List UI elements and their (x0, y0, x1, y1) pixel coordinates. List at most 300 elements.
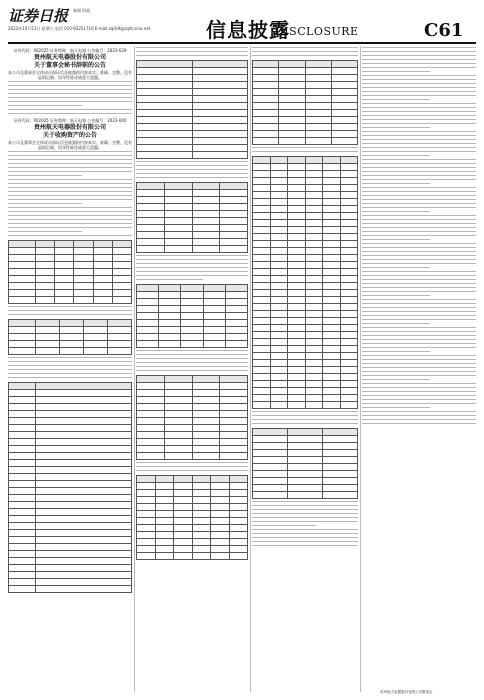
masthead-dateline: 2023年10月21日 星期六 电话 010-83251716 E-mail:zqrb9@zqrb.sina.net (8, 26, 151, 31)
text-line (8, 171, 132, 174)
table-cell (9, 530, 36, 537)
table-cell (137, 511, 156, 518)
table-cell (164, 397, 192, 404)
table-row (9, 418, 132, 425)
table-cell (253, 61, 279, 68)
table-row (137, 138, 248, 145)
table-cell (192, 75, 248, 82)
table-cell (323, 213, 341, 220)
announcement-statement: 本公司及董事会全体成员保证信息披露的内容真实、准确、完整，没有虚假记载、误导性陈述或重大遗漏。 (8, 140, 132, 150)
table-cell (225, 341, 247, 348)
table-cell (229, 476, 248, 483)
text-line (136, 370, 248, 373)
table-row (137, 75, 248, 82)
table-cell (36, 297, 55, 304)
table-cell (220, 232, 248, 239)
table-cell (36, 488, 132, 495)
table-cell (192, 117, 248, 124)
table-cell (288, 339, 306, 346)
table-cell (253, 297, 271, 304)
table-cell (137, 497, 156, 504)
table-row (9, 248, 132, 255)
table-row (137, 553, 248, 560)
table-cell (270, 248, 288, 255)
table-cell (137, 483, 156, 490)
table-cell (253, 157, 271, 164)
text-line (136, 279, 203, 282)
table-cell (220, 246, 248, 253)
text-line (136, 271, 248, 274)
table-cell (323, 436, 358, 443)
page-number: C61 (424, 20, 464, 41)
table-cell (225, 313, 247, 320)
table-cell (253, 68, 279, 75)
table-cell (220, 439, 248, 446)
table-cell (36, 255, 55, 262)
table-cell (279, 138, 305, 145)
table-cell (270, 388, 288, 395)
table-cell (155, 518, 174, 525)
text-line (362, 183, 430, 186)
table-cell (331, 82, 357, 89)
table-cell (253, 255, 271, 262)
table-cell (279, 68, 305, 75)
table-cell (305, 199, 323, 206)
table-cell (253, 199, 271, 206)
table-row (253, 227, 358, 234)
table-row (253, 262, 358, 269)
table-cell (340, 346, 358, 353)
text-line (362, 79, 476, 82)
table-cell (36, 572, 132, 579)
table-cell (192, 432, 220, 439)
table-cell (159, 334, 181, 341)
text-line (362, 311, 476, 314)
table-row (253, 346, 358, 353)
table-cell (340, 192, 358, 199)
table-cell (340, 353, 358, 360)
table-row (9, 283, 132, 290)
table-row (137, 190, 248, 197)
announcement-title: 关于董事会秘书辞职的公告 (33, 62, 106, 69)
table-cell (305, 381, 323, 388)
data-table (136, 60, 248, 159)
table-cell (340, 339, 358, 346)
table-cell (55, 290, 74, 297)
table-cell (36, 516, 132, 523)
table-cell (9, 488, 36, 495)
table-cell (174, 490, 193, 497)
text-line (252, 517, 358, 520)
text-line (362, 419, 476, 422)
table-row (253, 255, 358, 262)
text-line (362, 403, 476, 406)
signature-line: 贵州航天电器股份有限公司董事会 (380, 690, 433, 694)
text-line (8, 93, 132, 96)
table-cell (253, 450, 288, 457)
text-line (8, 231, 82, 234)
table-cell (137, 225, 165, 232)
text-line (252, 419, 358, 422)
text-line (8, 215, 132, 218)
table-cell (181, 306, 203, 313)
table-cell (137, 439, 165, 446)
table-cell (270, 346, 288, 353)
data-table (136, 284, 248, 348)
table-cell (192, 103, 248, 110)
table-cell (164, 190, 192, 197)
table-cell (279, 110, 305, 117)
table-cell (220, 239, 248, 246)
table-row (137, 225, 248, 232)
table-cell (279, 89, 305, 96)
table-cell (9, 460, 36, 467)
table-cell (203, 327, 225, 334)
table-cell (323, 325, 341, 332)
table-cell (137, 96, 193, 103)
table-cell (323, 346, 341, 353)
text-line (252, 151, 358, 154)
table-cell (9, 516, 36, 523)
table-cell (253, 96, 279, 103)
table-cell (36, 586, 132, 593)
table-cell (253, 213, 271, 220)
table-row (253, 213, 358, 220)
table-cell (155, 497, 174, 504)
table-cell (36, 467, 132, 474)
table-cell (9, 269, 36, 276)
text-line (362, 179, 476, 182)
text-line (362, 227, 476, 230)
table-cell (74, 255, 93, 262)
table-cell (137, 411, 165, 418)
table-cell (55, 241, 74, 248)
table-row (253, 388, 358, 395)
text-line (362, 107, 476, 110)
table-cell (55, 276, 74, 283)
table-cell (36, 348, 60, 355)
table-cell (270, 157, 288, 164)
table-cell (340, 220, 358, 227)
text-line (8, 151, 132, 154)
table-cell (323, 367, 341, 374)
table-cell (270, 353, 288, 360)
announcement-company: 贵州航天电器股份有限公司 (33, 124, 106, 131)
body-text-block (362, 47, 476, 426)
text-line (362, 271, 476, 274)
table-cell (159, 313, 181, 320)
table-cell (225, 285, 247, 292)
table-cell (270, 234, 288, 241)
table-row (9, 544, 132, 551)
announcement-company: 贵州航天电器股份有限公司 (33, 54, 106, 61)
table-row (9, 453, 132, 460)
table-cell (137, 246, 165, 253)
table-cell (340, 402, 358, 409)
table-cell (181, 292, 203, 299)
text-line (362, 219, 476, 222)
table-row (9, 262, 132, 269)
table-cell (192, 232, 220, 239)
text-line (252, 521, 358, 524)
table-cell (305, 171, 323, 178)
text-line (362, 119, 476, 122)
table-row (253, 61, 358, 68)
table-cell (340, 262, 358, 269)
table-row (137, 152, 248, 159)
table-row (9, 586, 132, 593)
table-row (253, 436, 358, 443)
table-cell (323, 206, 341, 213)
table-cell (270, 164, 288, 171)
table-cell (112, 248, 131, 255)
table-row (253, 304, 358, 311)
table-row (137, 299, 248, 306)
table-cell (253, 248, 271, 255)
table-cell (112, 262, 131, 269)
text-line (362, 391, 476, 394)
table-cell (36, 411, 132, 418)
table-cell (305, 131, 331, 138)
table-cell (253, 89, 279, 96)
text-line (8, 179, 132, 182)
table-cell (137, 504, 156, 511)
text-line (362, 295, 430, 298)
table-row (253, 443, 358, 450)
table-cell (220, 211, 248, 218)
table-cell (340, 241, 358, 248)
table-cell (9, 262, 36, 269)
table-cell (174, 504, 193, 511)
table-cell (108, 320, 132, 327)
text-line (8, 195, 132, 198)
text-line (362, 187, 476, 190)
table-cell (137, 390, 165, 397)
table-cell (203, 306, 225, 313)
table-row (253, 471, 358, 478)
table-cell (270, 395, 288, 402)
table-row (253, 157, 358, 164)
table-row (137, 211, 248, 218)
text-line (8, 207, 132, 210)
table-row (9, 390, 132, 397)
table-cell (305, 311, 323, 318)
table-cell (279, 124, 305, 131)
text-line (362, 299, 476, 302)
table-cell (270, 311, 288, 318)
table-cell (181, 299, 203, 306)
table-cell (192, 124, 248, 131)
table-row (9, 439, 132, 446)
table-cell (137, 292, 159, 299)
table-cell (220, 425, 248, 432)
table-cell (253, 117, 279, 124)
table-cell (137, 327, 159, 334)
table-cell (270, 171, 288, 178)
table-cell (137, 152, 193, 159)
table-row (253, 457, 358, 464)
table-cell (84, 348, 108, 355)
table-cell (331, 131, 357, 138)
table-cell (253, 471, 288, 478)
table-cell (288, 283, 306, 290)
text-line (8, 109, 132, 112)
table-cell (305, 360, 323, 367)
table-cell (164, 453, 192, 460)
table-cell (211, 539, 230, 546)
table-cell (192, 145, 248, 152)
body-text-block (136, 47, 248, 58)
table-cell (270, 213, 288, 220)
table-cell (220, 383, 248, 390)
table-cell (340, 178, 358, 185)
table-cell (137, 145, 193, 152)
body-text-block (8, 357, 132, 380)
table-cell (253, 395, 271, 402)
table-row (253, 117, 358, 124)
table-cell (74, 276, 93, 283)
text-line (8, 97, 132, 100)
table-cell (253, 290, 271, 297)
table-cell (305, 283, 323, 290)
table-cell (340, 269, 358, 276)
table-cell (192, 61, 248, 68)
table-cell (137, 425, 165, 432)
table-cell (181, 334, 203, 341)
table-cell (323, 429, 358, 436)
table-cell (137, 218, 165, 225)
table-row (253, 297, 358, 304)
data-table (136, 182, 248, 253)
text-line (252, 411, 358, 414)
text-line (252, 525, 316, 528)
table-cell (323, 381, 341, 388)
table-cell (340, 290, 358, 297)
table-cell (340, 283, 358, 290)
table-cell (253, 339, 271, 346)
text-line (362, 387, 476, 390)
table-cell (181, 327, 203, 334)
table-cell (181, 320, 203, 327)
table-cell (220, 197, 248, 204)
text-line (136, 462, 248, 465)
text-line (136, 161, 248, 164)
table-cell (137, 232, 165, 239)
table-row (253, 178, 358, 185)
table-cell (229, 525, 248, 532)
text-line (8, 81, 132, 84)
table-cell (253, 171, 271, 178)
table-row (9, 334, 132, 341)
table-cell (229, 490, 248, 497)
table-cell (270, 227, 288, 234)
table-cell (192, 504, 211, 511)
text-line (8, 310, 132, 313)
table-cell (220, 376, 248, 383)
table-row (137, 239, 248, 246)
table-cell (225, 327, 247, 334)
table-cell (340, 157, 358, 164)
text-line (362, 87, 476, 90)
table-cell (137, 110, 193, 117)
table-cell (331, 61, 357, 68)
table-cell (305, 220, 323, 227)
table-cell (174, 518, 193, 525)
table-cell (159, 320, 181, 327)
table-cell (192, 383, 220, 390)
text-line (252, 545, 358, 548)
table-row (137, 518, 248, 525)
table-cell (305, 192, 323, 199)
table-cell (340, 199, 358, 206)
table-cell (253, 360, 271, 367)
text-line (362, 207, 476, 210)
table-cell (192, 376, 220, 383)
data-table (136, 375, 248, 460)
table-cell (270, 185, 288, 192)
text-line (8, 175, 82, 178)
table-row (137, 145, 248, 152)
table-cell (305, 255, 323, 262)
table-cell (9, 495, 36, 502)
table-cell (340, 276, 358, 283)
table-cell (164, 418, 192, 425)
text-line (252, 147, 358, 150)
text-line (362, 59, 476, 62)
table-cell (288, 255, 306, 262)
table-row (253, 325, 358, 332)
table-row (137, 117, 248, 124)
table-cell (84, 320, 108, 327)
table-cell (288, 388, 306, 395)
table-cell (36, 453, 132, 460)
table-cell (220, 390, 248, 397)
table-cell (331, 96, 357, 103)
table-cell (323, 185, 341, 192)
table-cell (253, 164, 271, 171)
table-cell (174, 483, 193, 490)
table-cell (159, 341, 181, 348)
table-cell (93, 269, 112, 276)
text-line (362, 127, 430, 130)
table-cell (270, 332, 288, 339)
table-cell (229, 483, 248, 490)
table-cell (9, 397, 36, 404)
text-line (136, 275, 248, 278)
table-cell (340, 255, 358, 262)
table-cell (137, 204, 165, 211)
table-cell (253, 241, 271, 248)
body-text-block (136, 255, 248, 282)
table-cell (270, 381, 288, 388)
table-cell (211, 483, 230, 490)
table-cell (192, 532, 211, 539)
table-cell (74, 297, 93, 304)
table-cell (36, 439, 132, 446)
table-cell (155, 525, 174, 532)
table-cell (253, 304, 271, 311)
text-line (362, 291, 476, 294)
table-cell (174, 546, 193, 553)
text-line (362, 151, 476, 154)
text-line (8, 155, 132, 158)
text-line (136, 354, 248, 357)
table-row (9, 297, 132, 304)
table-cell (137, 306, 159, 313)
table-cell (288, 290, 306, 297)
table-cell (137, 490, 156, 497)
table-cell (155, 553, 174, 560)
